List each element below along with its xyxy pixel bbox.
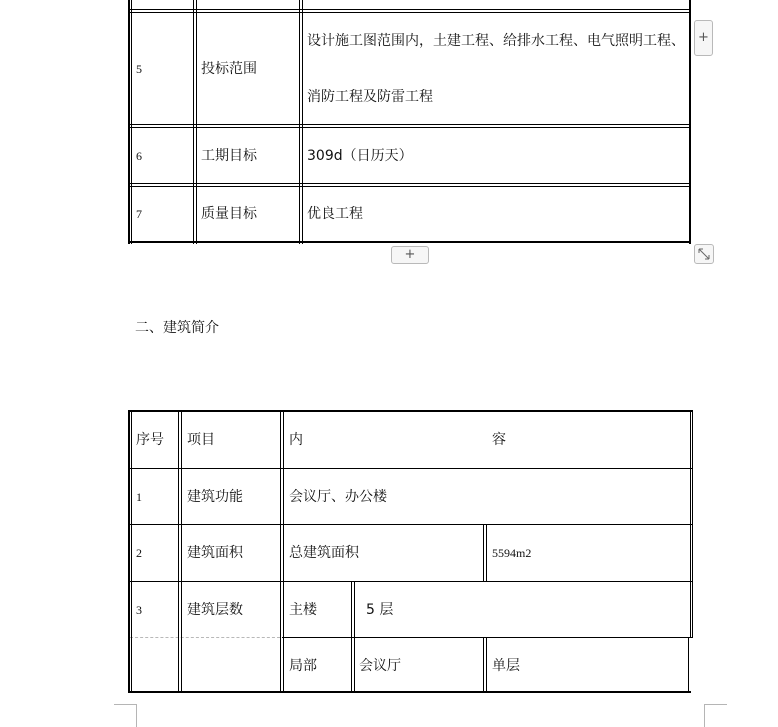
section-heading: 二、建筑简介	[135, 320, 219, 336]
row-content: 优良工程	[307, 206, 363, 222]
table1-col-line	[299, 0, 300, 244]
table1-row-line	[128, 186, 691, 187]
table2-col-line	[181, 410, 182, 693]
row-content: 总建筑面积	[289, 545, 359, 561]
table1-row-line	[128, 124, 691, 125]
row-item-label: 建筑功能	[187, 489, 243, 505]
row-content: 主楼	[289, 602, 317, 618]
table2-row-line	[128, 581, 693, 582]
header-item: 项目	[187, 432, 215, 448]
row-item-label: 建筑面积	[187, 545, 243, 561]
row-number: 7	[136, 207, 142, 221]
row-content: 单层	[492, 658, 520, 674]
table2-row-line-dashed	[130, 637, 280, 638]
table2-border-left-inner	[131, 410, 132, 693]
row-content: 309d（日历天）	[307, 148, 413, 164]
table2-col-line	[483, 524, 484, 581]
table1-row-line	[128, 12, 691, 13]
table2-col-line	[280, 410, 281, 693]
table2-border-left	[128, 410, 130, 693]
table2-border-top	[128, 410, 693, 412]
add-column-button[interactable]: +	[694, 20, 713, 56]
row-number: 5	[136, 62, 142, 76]
table2-col-line	[351, 581, 352, 693]
table2-col-line	[283, 410, 284, 693]
row-item-label: 建筑层数	[187, 602, 243, 618]
add-row-button[interactable]: +	[391, 246, 429, 264]
table1-border-left-inner	[131, 0, 132, 244]
table2-col-line	[486, 524, 487, 581]
row-value: 5594m2	[492, 546, 532, 560]
table-projects-overview	[0, 0, 778, 270]
row-content: 局部	[289, 658, 317, 674]
table2-border-bottom	[128, 691, 691, 693]
table2-border-right-outer	[692, 410, 693, 637]
table1-row-line	[128, 127, 691, 128]
table-building-overview	[0, 400, 778, 700]
row-content: 会议厅	[359, 658, 401, 674]
table2-border-right	[688, 637, 689, 693]
table2-border-right	[690, 410, 691, 637]
table1-col-line	[193, 0, 194, 244]
row-item-label: 质量目标	[201, 206, 257, 222]
row-value: 5 层	[366, 602, 394, 618]
resize-arrows-icon	[695, 245, 713, 263]
table2-col-line	[483, 637, 484, 693]
row-content: 会议厅、办公楼	[289, 489, 387, 505]
page-margin-mark	[114, 704, 137, 727]
row-number: 2	[136, 546, 142, 560]
table2-row-line	[128, 468, 693, 469]
row-number: 6	[136, 149, 142, 163]
row-content-line1: 设计施工图范围内，土建工程、给排水工程、电气照明工程、	[307, 33, 685, 49]
table1-border-left	[128, 0, 130, 244]
table2-row-line	[128, 524, 693, 525]
table1-border-right	[689, 0, 691, 244]
row-item-label: 工期目标	[201, 148, 257, 164]
row-content-line2: 消防工程及防雷工程	[307, 89, 433, 105]
table2-col-line	[178, 410, 179, 693]
header-content-left: 内	[289, 432, 303, 448]
header-content-right: 容	[492, 432, 506, 448]
table1-col-line	[302, 0, 303, 244]
table1-border-bottom	[128, 241, 691, 243]
table2-col-line	[354, 581, 355, 693]
table1-row-line	[128, 9, 691, 10]
table2-row-line	[282, 637, 693, 638]
table1-row-line	[128, 183, 691, 184]
resize-diagonal-icon[interactable]	[694, 244, 714, 264]
header-serial-no: 序号	[136, 432, 164, 448]
table1-col-line	[196, 0, 197, 244]
row-item-label: 投标范围	[201, 61, 257, 77]
table2-col-line	[486, 637, 487, 693]
row-number: 1	[136, 490, 142, 504]
row-number: 3	[136, 603, 142, 617]
page-margin-mark	[704, 704, 727, 727]
